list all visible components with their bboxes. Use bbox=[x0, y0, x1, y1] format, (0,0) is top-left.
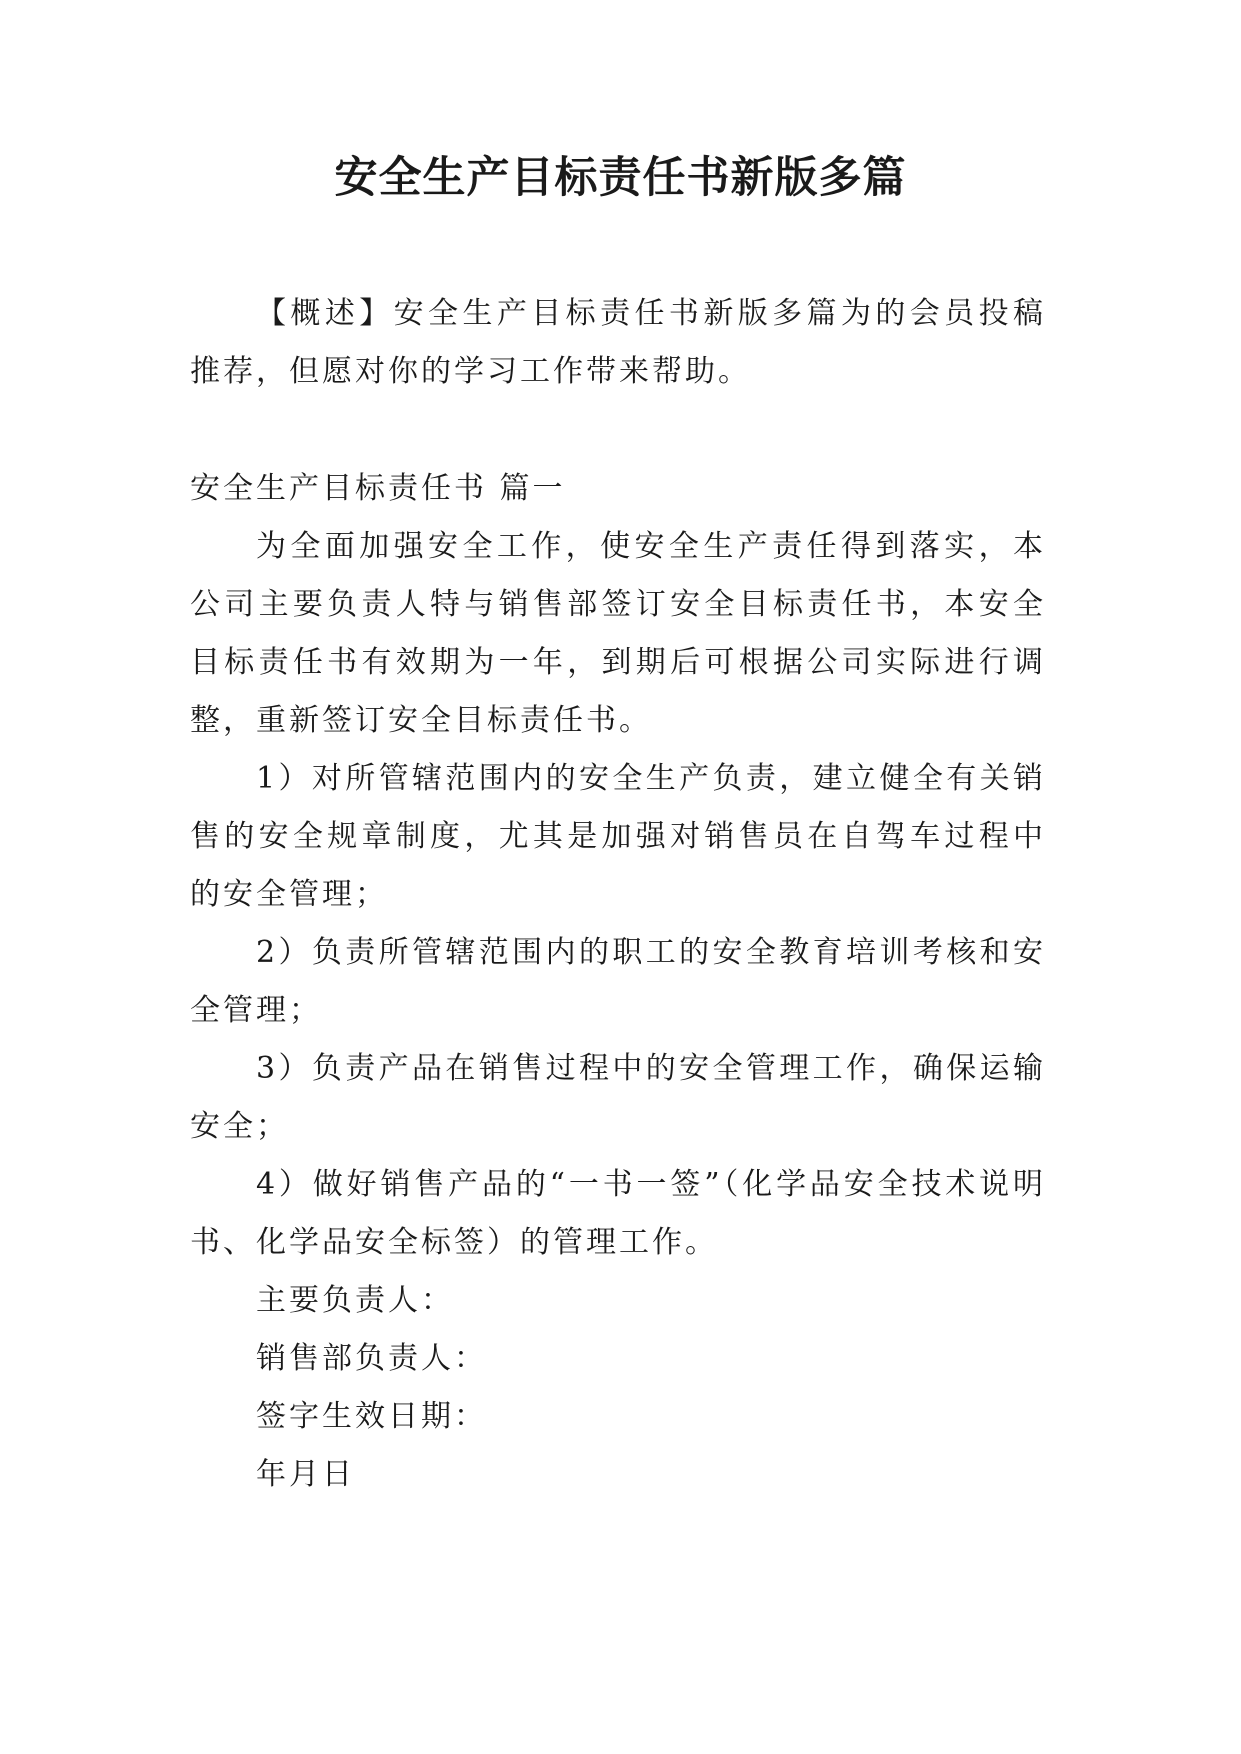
summary-block bbox=[190, 285, 1046, 401]
item-paragraph-1: 1）对所管辖范围内的安全生产负责，建立健全有关销售的安全规章制度，尤其是加强对销售员在自驾车过程中的安全管理； bbox=[190, 761, 1046, 912]
main-leader-signature-line: 主要负责人： bbox=[256, 1283, 454, 1318]
item-paragraph-4: 4）做好销售产品的“一书一签”（化学品安全技术说明书、化学品安全标签）的管理工作。 bbox=[190, 1167, 1046, 1260]
summary-paragraph: 【概述】安全生产目标责任书新版多篇为的会员投稿推荐，但愿对你的学习工作带来帮助。 bbox=[190, 296, 1046, 389]
document-title: 安全生产目标责任书新版多篇 bbox=[334, 153, 907, 203]
effective-date-line: 签字生效日期： bbox=[256, 1399, 487, 1434]
section-heading: 安全生产目标责任书 篇一 bbox=[190, 471, 566, 506]
intro-paragraph: 为全面加强安全工作，使安全生产责任得到落实，本公司主要负责人特与销售部签订安全目标责任书，本安全目标责任书有效期为一年，到期后可根据公司实际进行调整，重新签订安全目标责任书。 bbox=[190, 529, 1046, 738]
item-paragraph-2: 2）负责所管辖范围内的职工的安全教育培训考核和安全管理； bbox=[190, 935, 1046, 1028]
item-paragraph-3: 3）负责产品在销售过程中的安全管理工作，确保运输安全； bbox=[190, 1051, 1046, 1144]
section-one bbox=[190, 460, 1046, 1504]
date-line: 年月日 bbox=[256, 1457, 355, 1492]
sales-leader-signature-line: 销售部负责人： bbox=[256, 1341, 487, 1376]
